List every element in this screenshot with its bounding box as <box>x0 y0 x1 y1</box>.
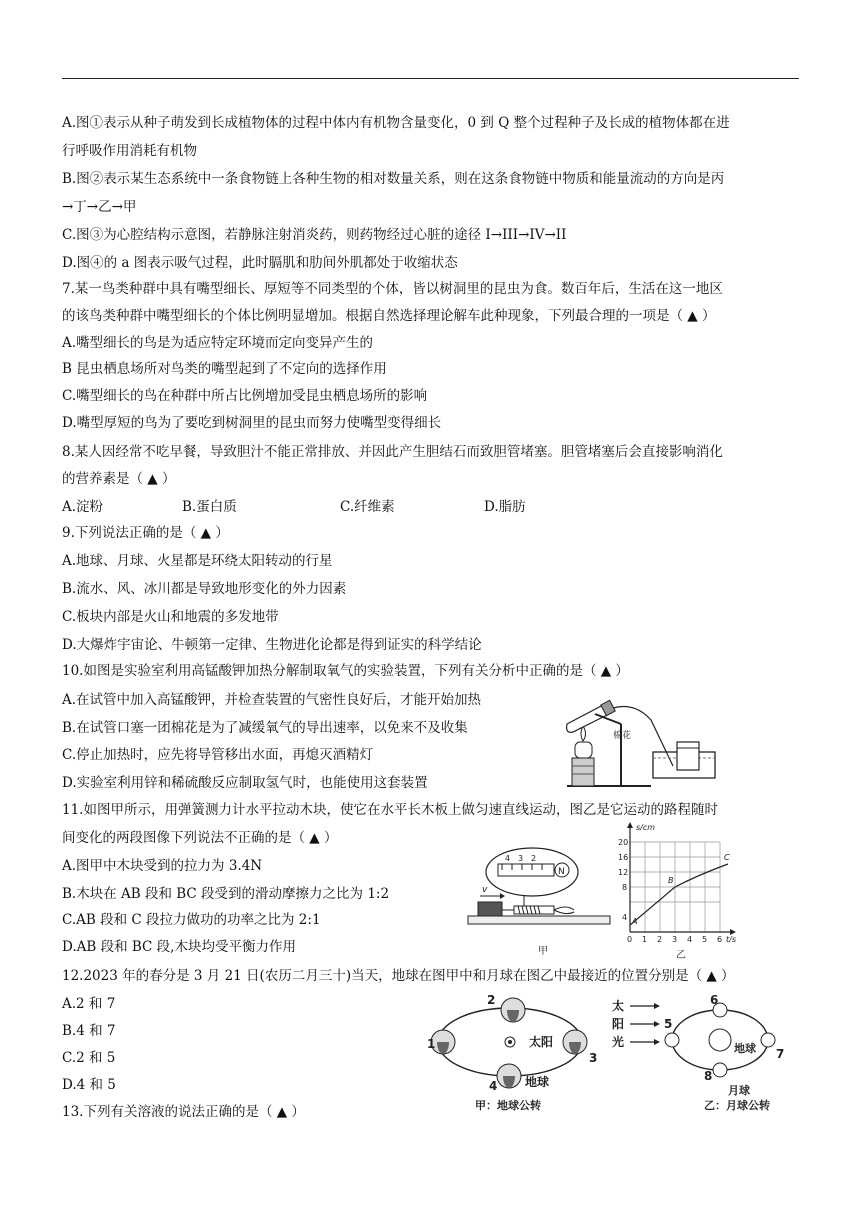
position-label-3: 3 <box>589 1051 598 1065</box>
q9-option-d: D.大爆炸宇宙论、牛顿第一定律、生物进化论都是得到证实的科学结论 <box>62 637 482 653</box>
q12-option-b: B.4 和 7 <box>62 1023 116 1039</box>
q11-option-a: A.图甲中木块受到的拉力为 3.4N <box>62 858 263 874</box>
gauge-tick-2: 2 <box>531 854 537 863</box>
x-tick-6: 6 <box>717 935 723 944</box>
gauge-unit: N <box>558 867 565 877</box>
q6-option-b-line1: B.图②表示某生态系统中一条食物链上各种生物的相对数量关系，则在这条食物链中物质和能量流动的方向是丙 <box>62 171 725 187</box>
gauge-tick-4: 4 <box>505 854 511 863</box>
x-tick-0: 0 <box>627 935 633 944</box>
moon-figure-earth-label: 地球 <box>734 1042 756 1055</box>
q9-option-b: B.流水、风、冰川都是导致地形变化的外力因素 <box>62 581 347 597</box>
q10-option-c: C.停止加热时，应先将导管移出水面，再熄灭酒精灯 <box>62 747 374 763</box>
q10-option-a: A.在试管中加入高锰酸钾，并检查装置的气密性良好后，才能开始加热 <box>62 692 482 708</box>
q7-option-b: B 昆虫栖息场所对鸟类的嘴型起到了不定向的选择作用 <box>62 361 387 377</box>
y-tick-4: 4 <box>622 913 628 922</box>
q7-option-a: A.嘴型细长的鸟是为适应特定环境而定向变异产生的 <box>62 335 374 351</box>
position-label-1: 1 <box>427 1037 436 1051</box>
q8-option-b: B.蛋白质 <box>182 499 237 515</box>
moon-position-8 <box>713 1063 727 1077</box>
q8-option-c: C.纤维素 <box>340 499 395 515</box>
figure-yi-orbit-caption: 乙：月球公转 <box>704 1099 770 1112</box>
q12-option-a: A.2 和 7 <box>62 996 116 1012</box>
point-a-label: A <box>632 917 638 926</box>
y-tick-8: 8 <box>622 883 628 892</box>
header-rule <box>62 78 799 79</box>
q12-stem: 12.2023 年的春分是 3 月 21 日(农历二月三十)当天，地球在图甲中和月球在图乙中最接近的位置分别是（ ▲ ） <box>62 968 735 984</box>
q8-stem-line2: 的营养素是（ ▲ ） <box>62 471 176 487</box>
earth-center-icon <box>709 1029 731 1051</box>
wooden-block <box>478 902 502 916</box>
q8-option-a: A.淀粉 <box>62 499 104 515</box>
q6-option-b-line2: →丁→乙→甲 <box>62 199 137 215</box>
q8-stem-line1: 8.某人因经常不吃早餐，导致胆汁不能正常排放、并因此产生胆结石而致胆管堵塞。胆管堵塞后会直接影响消化 <box>62 444 723 460</box>
sunlight-char-3: 光 <box>612 1035 625 1049</box>
figure-jia-spring-scale <box>462 840 622 960</box>
q11-stem-line1: 11.如图甲所示，用弹簧测力计水平拉动木块，使它在水平长木板上做匀速直线运动，图乙是它运动的路程随时 <box>62 802 718 818</box>
q12-option-d: D.4 和 5 <box>62 1077 116 1093</box>
q11-option-b: B.木块在 AB 段和 BC 段受到的滑动摩擦力之比为 1:2 <box>62 886 390 902</box>
x-tick-5: 5 <box>702 935 708 944</box>
moon-position-label-6: 6 <box>710 993 719 1007</box>
q9-option-a: A.地球、月球、火星都是环绕太阳转动的行星 <box>62 553 333 569</box>
y-tick-12: 12 <box>618 868 629 877</box>
figure-jia-orbit-caption: 甲：地球公转 <box>475 1099 541 1112</box>
q6-option-a-line2: 行呼吸作用消耗有机物 <box>62 143 197 159</box>
x-tick-3: 3 <box>672 935 678 944</box>
velocity-label: v <box>482 885 488 895</box>
q7-stem-line1: 7.某一鸟类种群中具有嘴型细长、厚短等不同类型的个体，皆以树洞里的昆虫为食。数百年后，生活在这一地区 <box>62 281 723 297</box>
figure-jia-caption: 甲 <box>538 946 548 957</box>
gauge-tick-3: 3 <box>518 854 524 863</box>
moon-position-label-7: 7 <box>776 1047 785 1061</box>
x-tick-4: 4 <box>687 935 693 944</box>
q13-stem: 13.下列有关溶液的说法正确的是（ ▲ ） <box>62 1104 305 1120</box>
q6-option-d: D.图④的 a 图表示吸气过程，此时膈肌和肋间外肌都处于收缩状态 <box>62 255 458 271</box>
x-tick-2: 2 <box>657 935 663 944</box>
q10-option-d: D.实验室利用锌和稀硫酸反应制取氢气时，也能使用这套装置 <box>62 775 428 791</box>
oxygen-apparatus-figure <box>555 690 720 790</box>
figure-moon-revolution <box>608 990 788 1115</box>
y-tick-20: 20 <box>618 838 629 847</box>
q6-option-a-line1: A.图①表示从种子萌发到长成植物体的过程中体内有机物含量变化，0 到 Q 整个过程种子及长成的植物体都在进 <box>62 115 730 131</box>
q7-stem-line2: 的该鸟类种群中嘴型细长的个体比例明显增加。根据自然选择理论解车此种现象，下列最合理的一项是（ ▲ ） <box>62 308 716 324</box>
q7-option-d: D.嘴型厚短的鸟为了要吃到树洞里的昆虫而努力使嘴型变得细长 <box>62 415 442 431</box>
q10-option-b: B.在试管口塞一团棉花是为了减缓氧气的导出速率，以免来不及收集 <box>62 720 468 736</box>
q11-option-c: C.AB 段和 C 段拉力做功的功率之比为 2:1 <box>62 912 321 928</box>
sun-label: 太阳 <box>529 1035 554 1049</box>
q6-option-c: C.图③为心腔结构示意图，若静脉注射消炎药，则药物经过心脏的途径 I→III→IV→II <box>62 227 567 243</box>
point-b-label: B <box>668 876 674 885</box>
sunlight-char-1: 太 <box>612 999 625 1013</box>
y-axis-label: s/cm <box>636 823 656 832</box>
moon-position-5 <box>665 1033 679 1047</box>
q11-stem-line2: 间变化的两段图像下列说法不正确的是（ ▲ ） <box>62 830 338 846</box>
sunlight-arrows <box>630 1006 654 1042</box>
figure-yi-st-graph <box>618 820 746 962</box>
q12-option-c: C.2 和 5 <box>62 1050 116 1066</box>
x-tick-1: 1 <box>642 935 648 944</box>
sunlight-char-2: 阳 <box>612 1017 625 1031</box>
moon-position-label-5: 5 <box>664 1017 673 1031</box>
q11-option-d: D.AB 段和 BC 段,木块均受平衡力作用 <box>62 939 296 955</box>
moon-position-7 <box>761 1033 775 1047</box>
earth-label: 地球 <box>525 1075 550 1089</box>
moon-label: 月球 <box>728 1084 750 1097</box>
position-label-2: 2 <box>487 993 496 1007</box>
y-tick-16: 16 <box>618 853 629 862</box>
cotton-label: 棉花 <box>613 731 632 741</box>
q9-stem: 9.下列说法正确的是（ ▲ ） <box>62 525 229 541</box>
point-c-label: C <box>724 853 730 862</box>
x-axis-label: t/s <box>726 935 736 944</box>
q9-option-c: C.板块内部是火山和地震的多发地带 <box>62 609 279 625</box>
q10-stem: 10.如图是实验室利用高锰酸钾加热分解制取氧气的实验装置，下列有关分析中正确的是（ ▲ ） <box>62 663 629 679</box>
position-label-4: 4 <box>489 1079 498 1093</box>
figure-earth-revolution <box>425 990 605 1115</box>
q8-option-d: D.脂肪 <box>484 499 526 515</box>
q7-option-c: C.嘴型细长的鸟在种群中所占比例增加受昆虫栖息场所的影响 <box>62 388 428 404</box>
moon-position-label-8: 8 <box>704 1069 713 1083</box>
figure-yi-caption: 乙 <box>676 950 686 961</box>
